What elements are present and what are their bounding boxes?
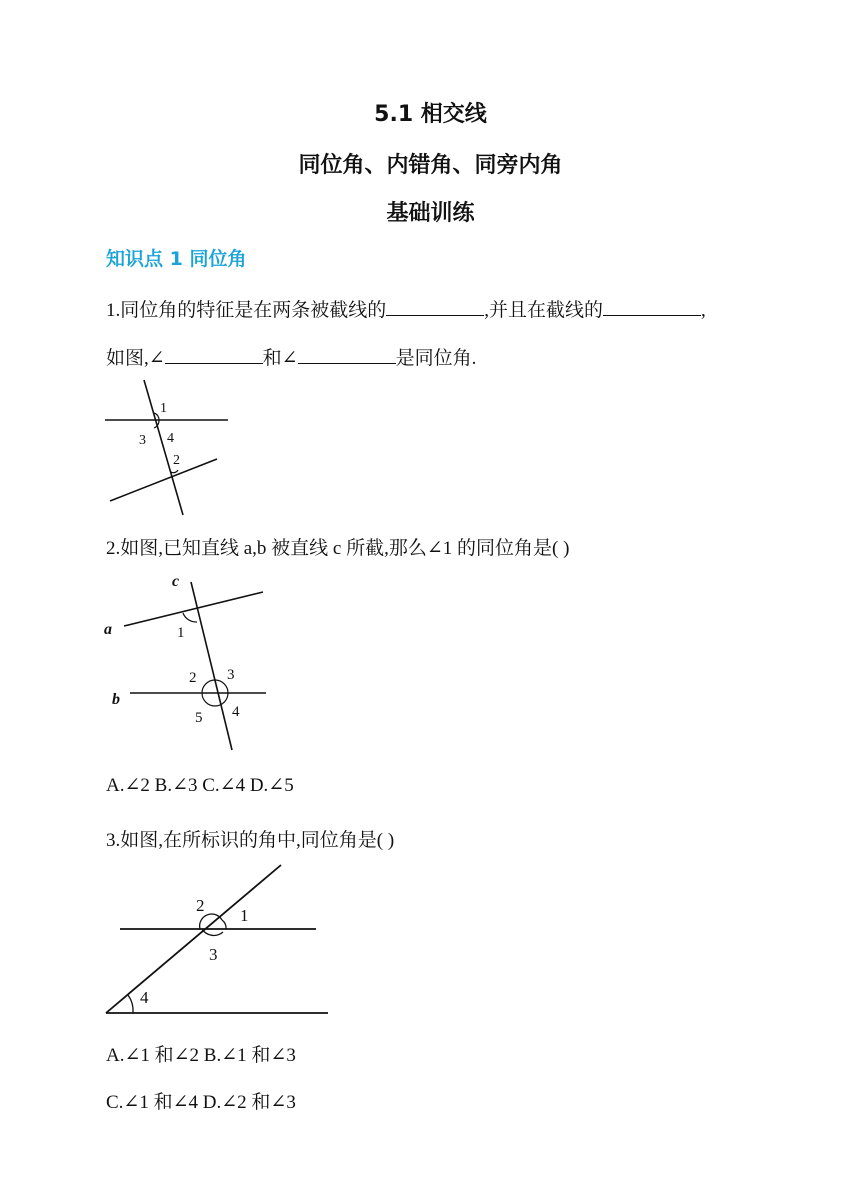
question-3-options-row-2: C.∠1 和∠4 D.∠2 和∠3 — [106, 1092, 296, 1113]
q1-blank-2[interactable] — [603, 297, 701, 316]
angle-arc — [222, 920, 226, 929]
q1-text: 1.同位角的特征是在两条被截线的 — [106, 300, 387, 321]
question-1-line-2 — [106, 343, 476, 370]
q1-blank-4[interactable] — [298, 345, 396, 364]
angle-arc — [171, 470, 178, 473]
angle-label: 1 — [240, 906, 249, 925]
question-1-line-1 — [106, 295, 706, 322]
angle-arc — [183, 613, 197, 622]
q1-text: 和∠ — [262, 348, 298, 369]
angle-label: 5 — [195, 710, 203, 726]
figure-q2 — [100, 570, 275, 755]
figure-q3 — [100, 860, 340, 1020]
angle-label: 2 — [173, 453, 180, 468]
angle-label: 4 — [140, 988, 149, 1007]
slanted-line — [106, 865, 281, 1013]
slanted-line — [110, 459, 217, 501]
angle-label: 2 — [189, 670, 197, 686]
q1-blank-1[interactable] — [386, 297, 484, 316]
question-2-text: 2.如图,已知直线 a,b 被直线 c 所截,那么∠1 的同位角是( ) — [106, 538, 570, 559]
knowledge-point-heading: 知识点 1 同位角 — [106, 248, 247, 270]
q1-text: 是同位角. — [395, 348, 477, 369]
angle-label: 4 — [167, 431, 174, 446]
angle-label: 1 — [177, 625, 185, 641]
section-heading: 基础训练 — [386, 201, 475, 226]
page-subtitle: 同位角、内错角、同旁内角 — [298, 153, 563, 178]
q1-text: 如图,∠ — [106, 348, 165, 369]
angle-arc — [128, 995, 133, 1013]
q1-text: , — [701, 300, 706, 321]
q1-blank-3[interactable] — [165, 345, 263, 364]
angle-label: 3 — [227, 667, 235, 683]
line-a — [124, 592, 263, 626]
figure-q1 — [100, 376, 240, 521]
angle-label: 1 — [160, 401, 167, 416]
line-label: c — [172, 573, 180, 590]
question-2-options: A.∠2 B.∠3 C.∠4 D.∠5 — [106, 775, 294, 796]
angle-label: 3 — [139, 433, 146, 448]
line-label: b — [112, 691, 120, 708]
angle-label: 4 — [232, 704, 240, 720]
angle-label: 2 — [196, 896, 205, 915]
question-3-text: 3.如图,在所标识的角中,同位角是( ) — [106, 830, 395, 851]
page-title: 5.1 相交线 — [374, 102, 487, 127]
line-label: a — [104, 621, 112, 638]
q1-text: ,并且在截线的 — [484, 300, 604, 321]
question-3-options-row-1: A.∠1 和∠2 B.∠1 和∠3 — [106, 1045, 296, 1066]
angle-label: 3 — [209, 945, 218, 964]
angle-arc — [200, 914, 222, 929]
